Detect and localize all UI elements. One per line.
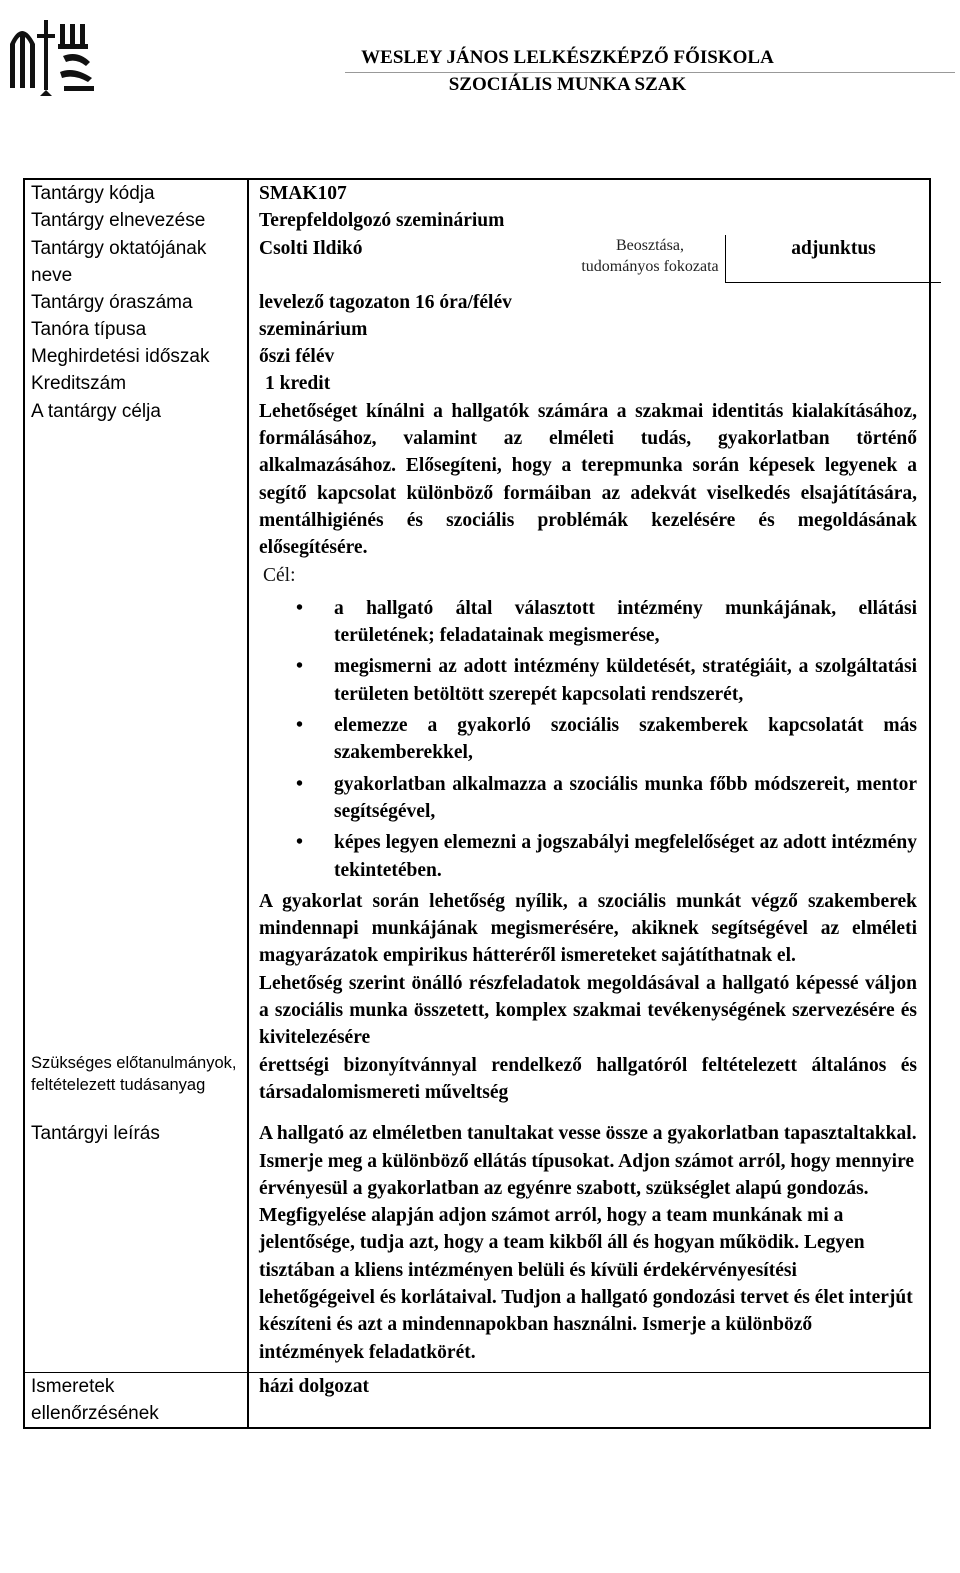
row-period — [24, 343, 930, 370]
value-code: SMAK107 — [259, 183, 347, 204]
list-item: • elemezze a gyakorló szociális szakemberek kapcsolatát más szakemberekkel, — [334, 712, 917, 767]
label-period: Meghirdetési időszak — [24, 343, 248, 370]
label-instructor: Tantárgy oktatójának neve — [24, 235, 248, 289]
label-assessment: Ismeretek ellenőrzésének — [24, 1372, 248, 1428]
label-code: Tantárgy kódja — [24, 179, 248, 207]
position-label: Beosztása, tudományos fokozata — [581, 236, 719, 275]
position-value: adjunktus — [725, 235, 941, 283]
label-hours: Tantárgy óraszáma — [24, 289, 248, 316]
value-prereq: érettségi bizonyítvánnyal rendelkező hallgatóról feltételezett általános és társadalomismereti műveltség — [259, 1054, 917, 1103]
row-assessment — [24, 1372, 930, 1428]
value-name: Terepfeldolgozó szeminárium — [259, 210, 505, 232]
list-item: • gyakorlatban alkalmazza a szociális munka főbb módszereit, mentor segítségével, — [334, 771, 917, 826]
row-aim — [24, 398, 930, 1052]
label-type: Tanóra típusa — [24, 316, 248, 343]
row-hours — [24, 289, 930, 316]
department-name: SZOCIÁLIS MUNKA SZAK — [448, 74, 687, 95]
label-description: Tantárgyi leírás — [24, 1120, 248, 1372]
row-prereq — [24, 1052, 930, 1121]
row-description — [24, 1120, 930, 1372]
list-item: • képes legyen elemezni a jogszabályi megfelelőséget az adott intézmény tekintetében. — [334, 829, 917, 884]
institution-header — [345, 44, 790, 98]
row-type — [24, 316, 930, 343]
label-prereq: Szükséges előtanulmányok, feltételezett tudásanyag — [24, 1052, 248, 1121]
institution-name: WESLEY JÁNOS LELKÉSZKÉPZŐ FŐISKOLA — [361, 47, 774, 68]
list-item: • a hallgató által választott intézmény munkájának, ellátási területének; feladatainak megismerése, — [334, 595, 917, 650]
institution-logo — [8, 14, 96, 96]
row-instructor — [24, 235, 930, 289]
aim-intro: Lehetőséget kínálni a hallgatók számára a szakmai identitás kialakításához, formálásához, valamint az elméleti tudás, gyakorlatban történő alkalmazásához. Elősegíteni, hogy a terepmunka során képesek legyenek a segítő kapcsolat különböző formáiban az adekvát viselkedés elsajátítására, mentálhigiénés és szociális problémák kezelésére és megoldásának elősegítésére. — [259, 400, 917, 559]
label-aim: A tantárgy célja — [24, 398, 248, 1052]
value-credits: 1 kredit — [265, 373, 331, 395]
value-hours: levelező tagozaton 16 óra/félév — [259, 291, 512, 313]
value-aim — [248, 398, 930, 1052]
course-info-table — [23, 178, 931, 1429]
value-period: őszi félév — [259, 346, 335, 368]
row-credits — [24, 370, 930, 397]
header-divider — [345, 72, 955, 73]
label-name: Tantárgy elnevezése — [24, 207, 248, 234]
value-description: A hallgató az elméletben tanultakat vesse össze a gyakorlatban tapasztaltakkal. Ismerje meg a különböző ellátás típusokat. Adjon számot arról, hogy mennyire érvényesül a gyakorlatban az egyénre szabott, szükséglet alapú gondozás. Megfigyelése alapján adjon számot arról, hogy a team munkának mi a jelentősége, tudja azt, hogy a team kikből áll és hogyan működik. Legyen tisztában a kliens intézményen belüli és kívüli érdekérvényesítési lehetőgégeivel és korlátaival. Tudjon a hallgató gondozási tervet és élet interjút készíteni és azt a mindennapokban használni. Ismerje a különböző intézmények feladatkörét. — [259, 1123, 917, 1363]
list-item: • megismerni az adott intézmény küldetését, stratégiáit, a szolgáltatási területen betöltött szerepét kapcsolati rendszerét, — [334, 653, 917, 708]
value-assessment: házi dolgozat — [248, 1372, 930, 1428]
aim-paragraph-2: A gyakorlat során lehetőség nyílik, a szociális munkát végző szakemberek mindennapi munkájának megismerésére, akiknek segítségével az elméleti magyarázatok empirikus hátteréről ismereteket sajátíthatnak el. — [259, 890, 917, 967]
goal-heading: Cél: — [263, 564, 296, 586]
row-name — [24, 207, 930, 234]
row-code — [24, 179, 930, 207]
value-type: szeminárium — [259, 318, 368, 340]
value-instructor: Csolti Ildikó — [259, 237, 363, 259]
label-credits: Kreditszám — [24, 370, 248, 397]
goals-list — [259, 595, 917, 884]
aim-paragraph-3: Lehetőség szerint önálló részfeladatok megoldásával a hallgató képessé váljon a szociális munka összetett, komplex szakmai tevékenységének szervezésére és kivitelezésére — [259, 972, 917, 1049]
